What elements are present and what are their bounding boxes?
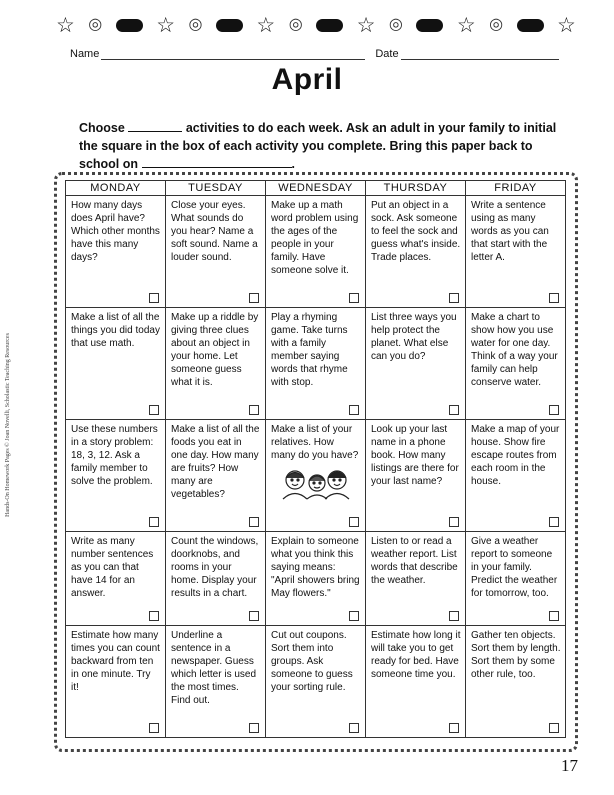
activity-checkbox[interactable] (449, 517, 459, 527)
swirl-icon: ◎ (88, 16, 103, 33)
activity-cell (466, 419, 566, 531)
activity-cell (466, 196, 566, 308)
star-icon: ☆ (156, 13, 176, 37)
week-row-5 (66, 626, 566, 738)
activity-text: Make up a math word problem using the ages of the people in your family. Have someone solve it. (271, 200, 359, 276)
activity-cell (166, 531, 266, 625)
side-credit: Hands-On Homework Pages © Joan Novelli, Scholastic Teaching Resources (5, 333, 11, 517)
activity-checkbox[interactable] (349, 723, 359, 733)
activity-checkbox[interactable] (349, 405, 359, 415)
activity-cell (66, 307, 166, 419)
activity-text: Play a rhyming game. Take turns with a family member saying words that rhyme with stop. (271, 311, 348, 388)
activity-count-blank (128, 119, 182, 132)
return-date-blank (142, 155, 292, 168)
activity-text: Underline a sentence in a newspaper. Guess which letter is used the most times. Find out. (171, 630, 257, 706)
activity-checkbox[interactable] (549, 517, 559, 527)
star-icon: ☆ (557, 13, 576, 37)
activity-text: Make a chart to show how you use water for one day. Think of a way your family can help conserve water. (471, 311, 558, 388)
page-title: April (271, 63, 343, 96)
star-icon: ☆ (256, 13, 276, 37)
activity-checkbox[interactable] (149, 405, 159, 415)
decorative-border-row (56, 10, 576, 40)
week-row-2 (66, 307, 566, 419)
activity-cell (66, 626, 166, 738)
activity-text: How many days does April have? Which other months have this many days? (71, 200, 160, 263)
name-line (101, 49, 365, 60)
activity-cell (366, 531, 466, 625)
activity-text: Count the windows, doorknobs, and rooms in your home. Display your results in a chart. (171, 535, 259, 599)
activity-cell (266, 626, 366, 738)
instructions-part1: Choose (79, 121, 125, 135)
activity-cell (266, 196, 366, 308)
activity-cell (166, 419, 266, 531)
activity-text: Make a map of your house. Show fire escape routes from each room in the house. (471, 423, 560, 487)
pill-icon (517, 19, 544, 32)
activity-cell (166, 196, 266, 308)
pill-icon (216, 19, 243, 32)
activity-cell (366, 196, 466, 308)
activity-checkbox[interactable] (549, 293, 559, 303)
day-header-monday: MONDAY (66, 181, 166, 196)
activity-checkbox[interactable] (149, 611, 159, 621)
instructions-part3: . (291, 157, 295, 171)
swirl-icon: ◎ (188, 16, 203, 33)
activity-text: Estimate how many times you can count backward from ten in one minute. Try it! (71, 630, 160, 693)
day-header-friday: FRIDAY (466, 181, 566, 196)
activity-checkbox[interactable] (449, 293, 459, 303)
week-row-1 (66, 196, 566, 308)
activity-checkbox[interactable] (149, 517, 159, 527)
swirl-icon: ◎ (388, 16, 403, 33)
activity-text: Write as many number sentences as you can that have 14 for an answer. (71, 535, 154, 599)
activity-text: Make a list of your relatives. How many do you have? (271, 423, 359, 461)
activity-checkbox[interactable] (349, 611, 359, 621)
activity-cell (466, 626, 566, 738)
day-header-thursday: THURSDAY (366, 181, 466, 196)
activity-text: Make a list of all the foods you eat in one day. How many are fruits? How many are vegetables? (171, 423, 260, 500)
activity-checkbox[interactable] (249, 405, 259, 415)
activity-text: Estimate how long it will take you to get ready for bed. Have someone time you. (371, 630, 461, 680)
instructions (79, 119, 561, 173)
day-header-wednesday: WEDNESDAY (266, 181, 366, 196)
activity-text: Listen to or read a weather report. List words that describe the weather. (371, 535, 458, 586)
activity-checkbox[interactable] (549, 611, 559, 621)
activity-checkbox[interactable] (349, 517, 359, 527)
family-illustration (277, 466, 353, 500)
day-header-row (66, 181, 566, 196)
activity-cell (466, 531, 566, 625)
star-icon: ☆ (356, 13, 376, 37)
activity-cell (266, 531, 366, 625)
activity-cell (66, 531, 166, 625)
activity-checkbox[interactable] (449, 723, 459, 733)
activity-cell (266, 419, 366, 531)
activity-cell (166, 626, 266, 738)
day-header-tuesday: TUESDAY (166, 181, 266, 196)
activity-cell (466, 307, 566, 419)
activity-text: Make up a riddle by giving three clues about an object in your home. Let someone guess what it is. (171, 311, 259, 388)
activity-text: Write a sentence using as many words as you can that start with the letter A. (471, 200, 549, 263)
activity-cell (366, 626, 466, 738)
week-row-4 (66, 531, 566, 625)
swirl-icon: ◎ (489, 16, 504, 33)
activity-checkbox[interactable] (349, 293, 359, 303)
activity-checkbox[interactable] (449, 611, 459, 621)
name-label: Name (70, 48, 100, 60)
page-number: 17 (561, 756, 578, 775)
activity-cell (366, 307, 466, 419)
pill-icon (316, 19, 343, 32)
activity-text: List three ways you help protect the planet. What else can you do? (371, 311, 457, 362)
activity-checkbox[interactable] (249, 723, 259, 733)
activity-checkbox[interactable] (549, 405, 559, 415)
pill-icon (116, 19, 143, 32)
activity-cell (166, 307, 266, 419)
star-icon: ☆ (456, 13, 476, 37)
date-line (401, 49, 559, 60)
activity-text: Look up your last name in a phone book. How many listings are there for your last name? (371, 423, 459, 487)
swirl-icon: ◎ (288, 16, 303, 33)
activity-checkbox[interactable] (149, 723, 159, 733)
activity-checkbox[interactable] (249, 517, 259, 527)
activity-text: Cut out coupons. Sort them into groups. Ask someone to guess your sorting rule. (271, 630, 353, 693)
activity-calendar (65, 180, 566, 738)
activity-cell (366, 419, 466, 531)
activity-cell (266, 307, 366, 419)
activity-text: Put an object in a sock. Ask someone to feel the sock and guess what's inside. Trade places. (371, 200, 461, 263)
activity-text: Gather ten objects. Sort them by length. Sort them by some other rule, too. (471, 630, 561, 680)
activity-cell (66, 419, 166, 531)
pill-icon (416, 19, 443, 32)
activity-checkbox[interactable] (549, 723, 559, 733)
activity-text: Close your eyes. What sounds do you hear? Name a soft sound. Name a louder sound. (171, 200, 258, 263)
activity-checkbox[interactable] (149, 293, 159, 303)
week-row-3 (66, 419, 566, 531)
activity-text: Explain to someone what you think this saying means: "April showers bring May flowers." (271, 535, 360, 599)
instructions-part2: activities to do each week. Ask an adult in your family to initial the square in the box of each activity you complete. Bring this paper back to school on (79, 121, 557, 171)
activity-text: Use these numbers in a story problem: 18, 3, 12. Ask a family member to solve the problem. (71, 423, 158, 487)
star-icon: ☆ (56, 13, 75, 37)
date-label: Date (375, 48, 399, 60)
activity-checkbox[interactable] (249, 611, 259, 621)
name-date-row (70, 48, 566, 60)
activity-text: Make a list of all the things you did today that use math. (71, 311, 160, 349)
activity-checkbox[interactable] (449, 405, 459, 415)
activity-cell (66, 196, 166, 308)
activity-text: Give a weather report to someone in your family. Predict the weather for tomorrow, too. (471, 535, 558, 599)
activity-checkbox[interactable] (249, 293, 259, 303)
